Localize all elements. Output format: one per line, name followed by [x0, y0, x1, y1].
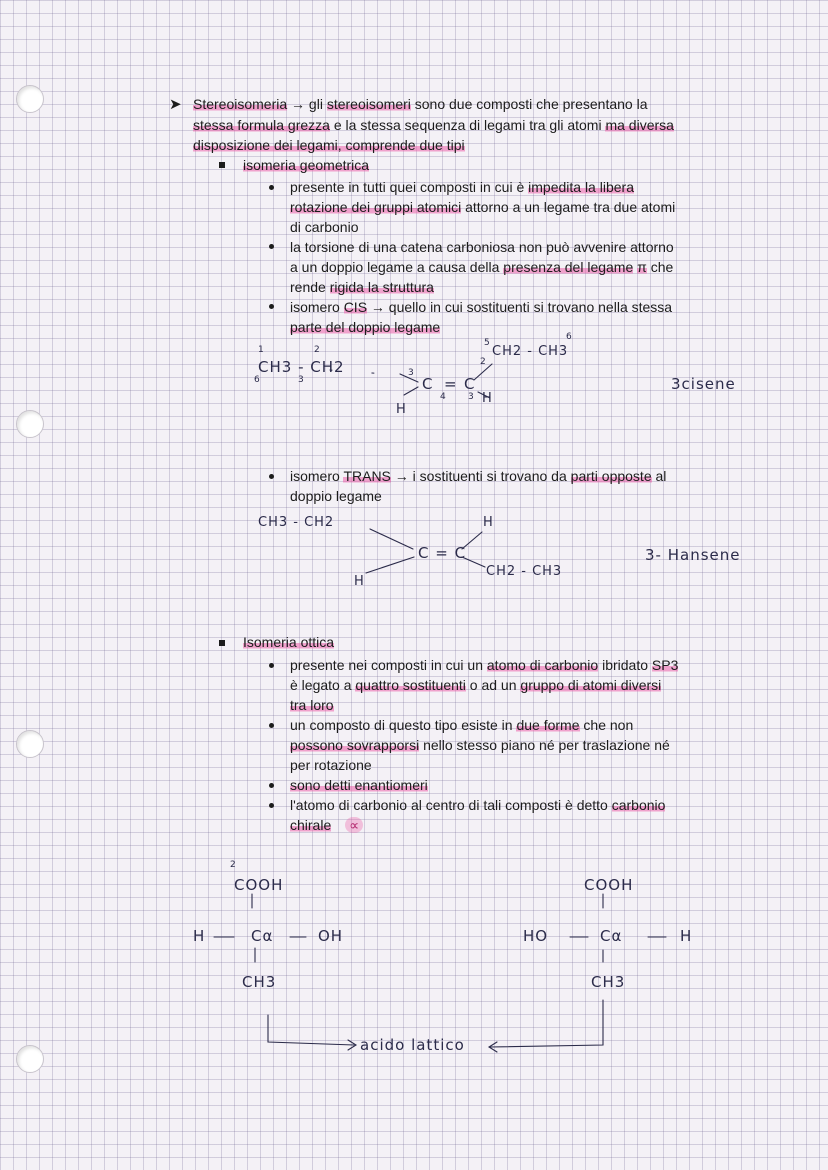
text: isomero	[290, 299, 340, 315]
trans-left-chain: CH3 - CH2	[258, 515, 335, 530]
pi-symbol: π	[637, 259, 647, 275]
text: che non	[583, 717, 634, 733]
lactic-left-ch3: CH3	[242, 973, 277, 991]
term: presenza del legame	[503, 259, 634, 275]
text: un composto di questo tipo esiste in	[290, 717, 513, 733]
heading: Isomeria ottica	[243, 634, 335, 650]
term: gruppo di atomi diversi	[520, 677, 662, 693]
text: per rotazione	[290, 757, 372, 773]
term-stereoisomeria: Stereoisomeria	[193, 96, 288, 112]
text: doppio legame	[290, 488, 382, 504]
cis-top-right-chain: CH2 - CH3	[492, 344, 569, 359]
lactic-left-c-alpha: Cα	[251, 927, 274, 945]
term: rotazione dei gruppi atomici	[290, 199, 462, 215]
term-trans: TRANS	[343, 468, 391, 484]
text: è legato a	[290, 677, 352, 693]
cis-hydrogen-right: H	[482, 391, 493, 406]
cis-num: 1	[258, 345, 265, 355]
text: la stessa sequenza di legami tra gli atomi	[345, 117, 602, 133]
term-stereoisomeri: stereoisomeri	[326, 96, 411, 112]
term: parte del doppio legame	[290, 319, 441, 335]
cis-num: 2	[480, 357, 487, 367]
cis-carbon-2: C	[464, 375, 476, 393]
term-sp3: SP3	[651, 657, 679, 673]
text: → quello in cui sostituenti si trovano nella stessa	[370, 299, 673, 315]
text: o ad un	[469, 677, 517, 693]
text: → gli	[291, 96, 323, 112]
text: di carbonio	[290, 219, 359, 235]
cis-num: 3	[408, 368, 415, 378]
lactic-left-oh: OH	[318, 927, 344, 945]
cis-num: 5	[484, 338, 491, 348]
term: atomo di carbonio	[486, 657, 599, 673]
term: chirale	[290, 817, 332, 833]
lactic-right-ch3: CH3	[591, 973, 626, 991]
lactic-left-mark: 2	[230, 860, 237, 870]
text: sono due composti che presentano la	[414, 96, 648, 112]
text: → i sostituenti si trovano da	[394, 468, 567, 484]
text: a un doppio legame a causa della	[290, 259, 500, 275]
trans-hydrogen-top: H	[483, 515, 494, 530]
text: che	[650, 259, 674, 275]
arrow-bullet-icon: ➤	[169, 96, 182, 113]
cis-hydrogen-left: H	[396, 402, 407, 417]
lactic-right-cooh: COOH	[584, 876, 634, 894]
cis-num: 2	[314, 345, 321, 355]
term: possono sovrapporsi	[290, 737, 420, 753]
term: quattro sostituenti	[355, 677, 466, 693]
lactic-right-ho: HO	[523, 927, 549, 945]
term-cis: CIS	[343, 299, 368, 315]
lactic-right-c-alpha: Cα	[600, 927, 623, 945]
text: l'atomo di carbonio al centro di tali composti è detto	[290, 797, 608, 813]
text: presente in tutti quei composti in cui è	[290, 179, 525, 195]
heading: isomeria geometrica	[243, 157, 370, 173]
lactic-left-h: H	[193, 927, 206, 945]
cis-num: 6	[566, 332, 573, 342]
trans-hydrogen-bottom: H	[354, 574, 365, 589]
term: impedita la libera	[528, 179, 634, 195]
cis-left-chain: CH3 - CH2	[258, 358, 345, 376]
text: la torsione di una catena carboniosa non può avvenire attorno	[290, 239, 674, 255]
trans-right-chain: CH2 - CH3	[486, 564, 563, 579]
cis-compound-name: 3cisene	[671, 375, 736, 393]
alpha-symbol: ∝	[345, 817, 363, 833]
cis-num: 6	[254, 375, 261, 385]
cis-carbon-1: C	[422, 375, 434, 393]
term: ma diversa	[605, 117, 674, 133]
acido-lattico-label: acido lattico	[360, 1036, 465, 1054]
cis-num: 4	[440, 392, 447, 402]
text: presente nei composti in cui un	[290, 657, 483, 673]
text: isomero	[290, 468, 340, 484]
term: due forme	[516, 717, 580, 733]
cis-double-bond: =	[444, 375, 458, 393]
lactic-right-h: H	[680, 927, 693, 945]
term: stessa formula grezza	[193, 117, 330, 133]
text: nello stesso piano né per traslazione né	[423, 737, 670, 753]
trans-double-bond: C = C	[418, 544, 467, 562]
text: al	[655, 468, 667, 484]
term: rigida la struttura	[329, 279, 434, 295]
text: ibridato	[602, 657, 648, 673]
text: rende	[290, 279, 326, 295]
text: attorno a un legame tra due atomi	[465, 199, 676, 215]
lactic-left-cooh: COOH	[234, 876, 284, 894]
term: disposizione dei legami, comprende due tipi	[193, 137, 465, 153]
term: sono detti enantiomeri	[290, 777, 428, 793]
trans-compound-name: 3- Hansene	[645, 546, 741, 564]
cis-num: 3	[298, 375, 305, 385]
cis-num: 3	[468, 392, 475, 402]
term: carbonio	[611, 797, 666, 813]
text: e	[333, 117, 342, 133]
term: parti opposte	[570, 468, 652, 484]
term: tra loro	[290, 697, 334, 713]
